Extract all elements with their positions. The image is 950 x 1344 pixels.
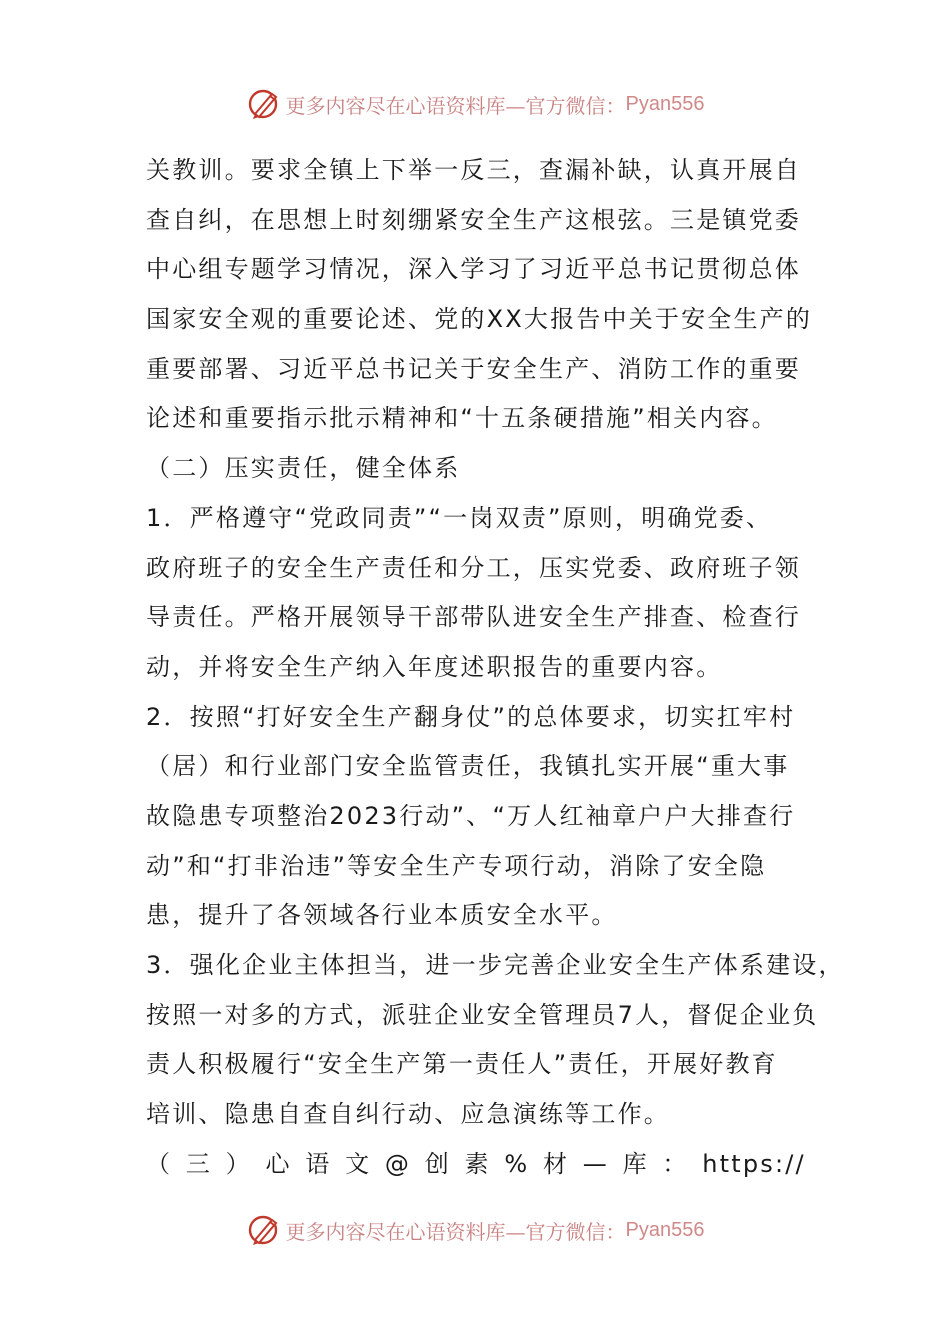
spread-char: 心 xyxy=(265,1149,292,1178)
spread-url: https:// xyxy=(702,1149,806,1178)
body-line xyxy=(146,991,819,1041)
body-line-text: 关教训。要求全镇上下举一反三，查漏补缺，认真开展自 xyxy=(146,156,801,184)
spread-char: 语 xyxy=(305,1149,332,1178)
footer-banner-wechat-id: Pyan556 xyxy=(625,1218,705,1241)
header-banner-text: 更多内容尽在心语资料库—官方微信： xyxy=(285,93,626,118)
body-line xyxy=(146,941,845,991)
body-line-text: 动”和“打非治违”等安全生产专项行动，消除了安全隐 xyxy=(146,851,767,880)
spread-char: — xyxy=(582,1149,609,1178)
body-line-text: 培训、隐患自查自纠行动、应急演练等工作。 xyxy=(146,1100,670,1129)
body-line xyxy=(146,842,806,892)
spread-char: 文 xyxy=(345,1149,372,1178)
body-line-text: 3．强化企业主体担当，进一步完善企业安全生产体系建设， xyxy=(146,951,845,979)
body-line xyxy=(146,891,806,941)
body-line xyxy=(146,494,806,544)
body-line-text: 责人积极履行“安全生产第一责任人”责任，开展好教育 xyxy=(146,1050,778,1079)
spread-char: ： xyxy=(662,1149,689,1178)
body-line-text: 2．按照“打好安全生产翻身仗”的总体要求，切实扛牢村 xyxy=(146,702,796,731)
body-line-text: 国家安全观的重要论述、党的XX大报告中关于安全生产的 xyxy=(146,305,813,334)
body-line xyxy=(146,146,806,196)
spread-char: （ xyxy=(146,1149,173,1178)
body-line-text: 重要部署、习近平总书记关于安全生产、消防工作的重要 xyxy=(146,354,801,383)
body-line xyxy=(146,544,806,594)
spread-char: 三 xyxy=(185,1149,213,1178)
body-line-text: 按照一对多的方式，派驻企业安全管理员7人，督促企业负 xyxy=(146,1000,819,1029)
body-line xyxy=(146,196,806,246)
body-line-text: 论述和重要指示批示精神和“十五条硬措施”相关内容。 xyxy=(146,404,778,433)
body-line xyxy=(146,693,806,743)
header-watermark-banner xyxy=(0,84,950,124)
spread-char: @ xyxy=(384,1149,412,1178)
body-line-text: 中心组专题学习情况，深入学习了习近平总书记贯彻总体 xyxy=(146,255,801,284)
spread-char: 素 xyxy=(464,1149,491,1178)
body-line xyxy=(146,394,806,444)
header-banner-wechat-id: Pyan556 xyxy=(625,92,705,115)
body-line xyxy=(146,742,806,792)
body-line xyxy=(146,1090,806,1140)
body-line-text: 1．严格遵守“党政同责”“一岗双责”原则，明确党委、 xyxy=(146,503,773,532)
body-line xyxy=(146,593,806,643)
body-line xyxy=(146,345,806,395)
footer-banner-text: 更多内容尽在心语资料库—官方微信： xyxy=(285,1219,626,1244)
pen-logo-icon xyxy=(246,1212,282,1248)
spread-char: % xyxy=(504,1149,530,1178)
body-line xyxy=(146,1040,806,1090)
spread-char: ） xyxy=(225,1149,252,1178)
section-heading-text: （二）压实责任，健全体系 xyxy=(146,454,461,483)
section-heading-spread xyxy=(146,1140,806,1190)
footer-watermark-banner xyxy=(0,1210,950,1250)
body-line-text: 故隐患专项整治2023行动”、“万人红袖章户户大排查行 xyxy=(146,801,796,830)
body-line-text: 动，并将安全生产纳入年度述职报告的重要内容。 xyxy=(146,652,723,681)
body-line xyxy=(146,245,806,295)
body-line-text: 导责任。严格开展领导干部带队进安全生产排查、检查行 xyxy=(146,603,801,632)
body-line-text: 查自纠，在思想上时刻绷紧安全生产这根弦。三是镇党委 xyxy=(146,205,801,234)
spread-char: 创 xyxy=(424,1149,451,1178)
body-line-text: 患，提升了各领域各行业本质安全水平。 xyxy=(146,901,618,930)
body-line-text: 政府班子的安全生产责任和分工，压实党委、政府班子领 xyxy=(146,553,801,582)
spread-char: 材 xyxy=(542,1149,570,1178)
section-heading xyxy=(146,444,806,494)
document-body xyxy=(146,146,845,1189)
body-line xyxy=(146,643,806,693)
pen-logo-icon xyxy=(246,86,282,122)
body-line-text: （居）和行业部门安全监管责任，我镇扎实开展“重大事 xyxy=(146,752,790,781)
body-line xyxy=(146,295,813,345)
spread-char: 库 xyxy=(622,1149,649,1178)
body-line xyxy=(146,792,806,842)
